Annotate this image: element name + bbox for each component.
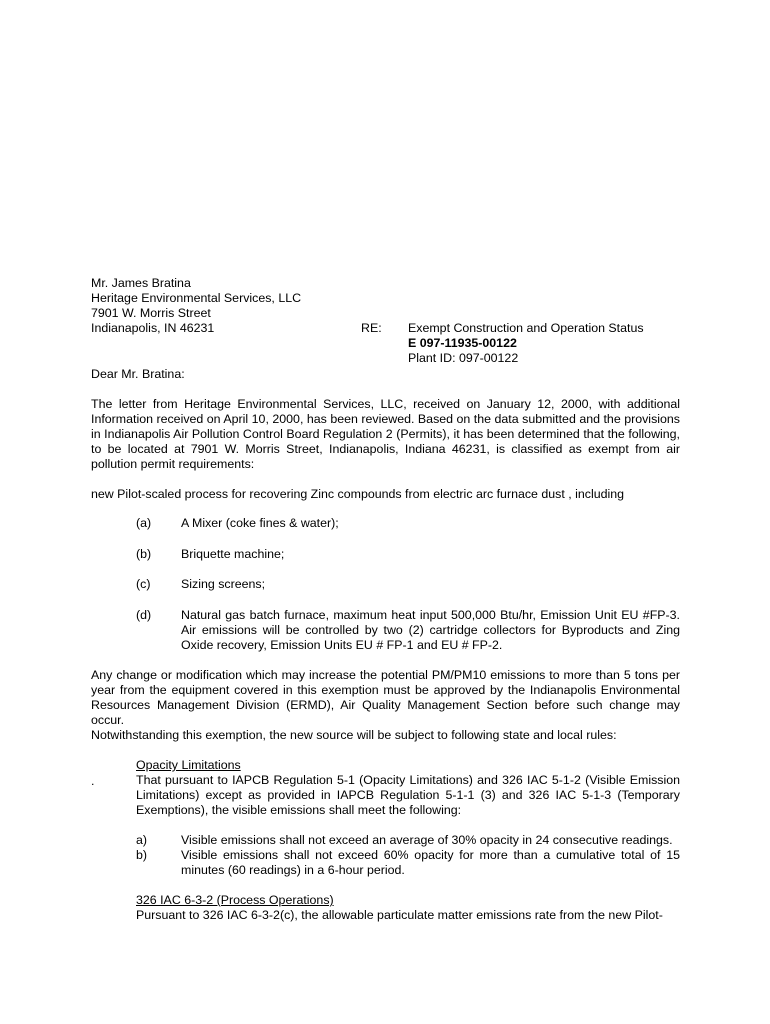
opacity-marker: . (91, 774, 95, 788)
opacity-text-a: Visible emissions shall not exceed an average of 30% opacity in 24 consecutive readings. (181, 833, 673, 847)
equipment-label-b: (b) (136, 547, 152, 561)
equipment-label-a: (a) (136, 516, 152, 530)
opacity-label-b: b) (136, 848, 148, 862)
re-label: RE: (361, 321, 382, 335)
intro-paragraph: The letter from Heritage Environmental Services, LLC, received on January 12, 2000, with additional Information received on April 10, 2000, has been reviewed. Based on the data submitted and the provisions in Indianapolis Air Pollution Control Board Regulation 2 (Permits), it has been determined that the following, to be located at 7901 W. Morris Street, Indianapolis, Indiana 46231, is classified as exempt from air pollution permit requirements: (91, 397, 680, 472)
equipment-text-a: A Mixer (coke fines & water); (181, 516, 339, 530)
process-line: new Pilot-scaled process for recovering Zinc compounds from electric arc furnace dust , including (91, 487, 625, 501)
change-paragraph: Any change or modification which may increase the potential PM/PM10 emissions to more than 5 tons per year from the equipment covered in this exemption must be approved by the Indianapolis Environmental Resources Management Division (ERMD), Air Quality Management Section before such change may occur. (91, 668, 680, 728)
equipment-label-c: (c) (136, 577, 151, 591)
opacity-body: That pursuant to IAPCB Regulation 5-1 (Opacity Limitations) and 326 IAC 5-1-2 (Visible Emission Limitations) except as provided in IAPCB Regulation 5-1-1 (3) and 326 IAC 5-1-3 (Temporary Exemptions), the visible emissions shall meet the following: (136, 773, 680, 818)
process-ops-body: Pursuant to 326 IAC 6-3-2(c), the allowable particulate matter emissions rate from the new Pilot- (136, 908, 663, 922)
equipment-label-d: (d) (136, 608, 152, 622)
re-subject: Exempt Construction and Operation Status (408, 321, 644, 335)
plant-id: Plant ID: 097-00122 (408, 351, 519, 365)
rules-intro: Notwithstanding this exemption, the new source will be subject to following state and local rules: (91, 728, 617, 742)
exemption-number: E 097-11935-00122 (408, 336, 517, 350)
equipment-text-b: Briquette machine; (181, 547, 285, 561)
recipient-street: 7901 W. Morris Street (91, 306, 211, 320)
equipment-text-c: Sizing screens; (181, 577, 266, 591)
opacity-label-a: a) (136, 833, 148, 847)
salutation: Dear Mr. Bratina: (91, 367, 185, 381)
recipient-name: Mr. James Bratina (91, 276, 191, 290)
opacity-heading: Opacity Limitations (136, 758, 241, 772)
recipient-city: Indianapolis, IN 46231 (91, 321, 215, 335)
process-ops-heading: 326 IAC 6-3-2 (Process Operations) (136, 893, 334, 907)
opacity-text-b: Visible emissions shall not exceed 60% opacity for more than a cumulative total of 15 minutes (60 readings) in a 6-hour period. (181, 848, 680, 878)
recipient-company: Heritage Environmental Services, LLC (91, 291, 302, 305)
equipment-text-d: Natural gas batch furnace, maximum heat input 500,000 Btu/hr, Emission Unit EU #FP-3. Air emissions will be controlled by two (2) cartridge collectors for Byproducts and Zing Oxide recovery, Emission Units EU # FP-1 and EU # FP-2. (181, 608, 680, 653)
